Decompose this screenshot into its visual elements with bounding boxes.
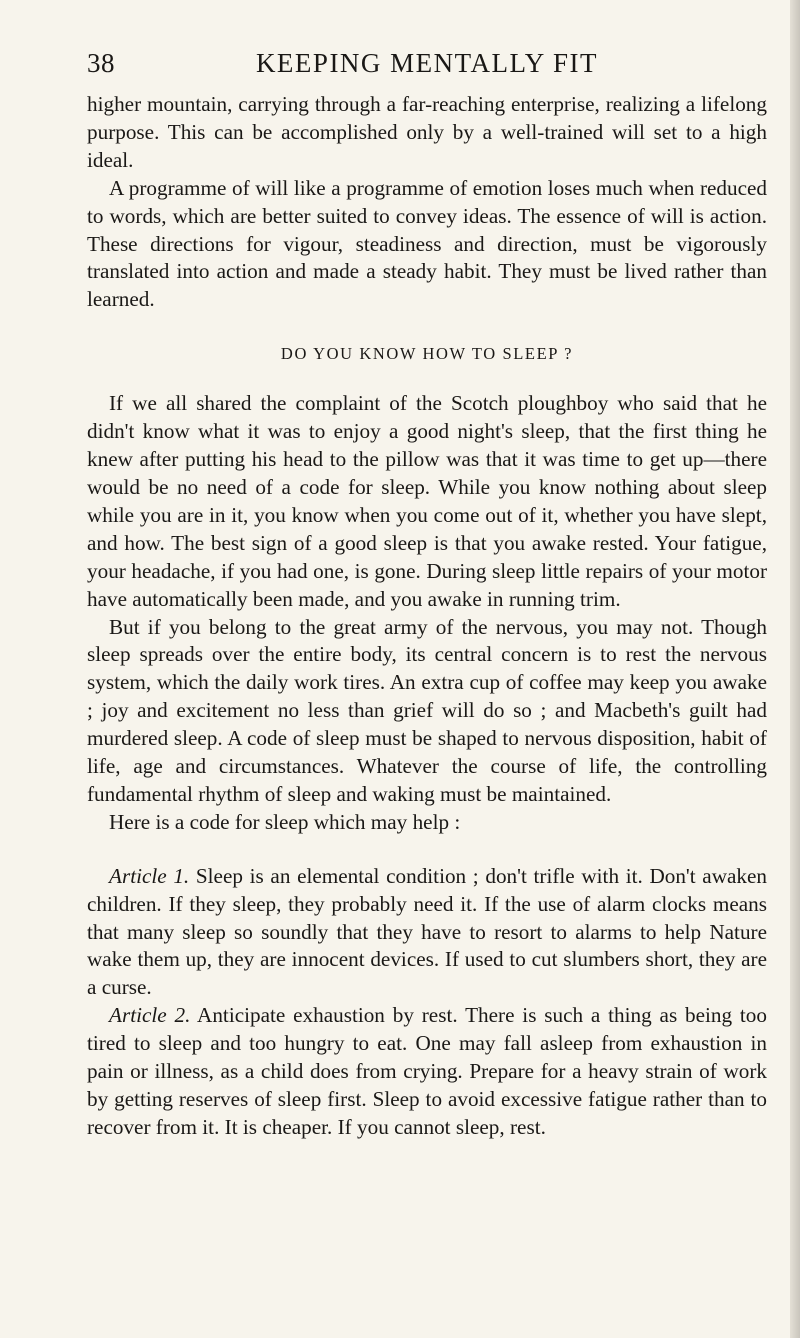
running-head: KEEPING MENTALLY FIT — [255, 48, 599, 78]
paragraph: A programme of will like a programme of emotion loses much when reduced to words, which are better suited to convey ideas. The essence of will is action. These directions for vigour, steadiness and direction, must be vigorously translated into action and made a steady habit. They must be lived rather than learned. — [87, 175, 767, 312]
page-number: 38 — [87, 48, 115, 78]
article-2-label: Article 2. — [109, 1003, 191, 1028]
paragraph: If we all shared the complaint of the Scotch ploughboy who said that he didn't know what it was to enjoy a good night's sleep, that the first thing he knew after putting his head to the pillow was that it was time to get up—there would be no need of a code for sleep. While you know nothing about sleep while you are in it, you know when you come out of it, whether you have slept, and how. The best sign of a good sleep is that you awake rested. Your fatigue, your headache, if you had one, is gone. During sleep little repairs of your motor have automatically been made, and you awake in running trim. — [87, 391, 767, 611]
page-header — [87, 48, 767, 88]
paragraph: higher mountain, carrying through a far-reaching enterprise, realizing a lifelong purpose. This can be accomplished only by a well-trained will set to a high ideal. — [87, 92, 767, 172]
section-heading: DO YOU KNOW HOW TO SLEEP ? — [280, 344, 574, 364]
paragraph: But if you belong to the great army of the nervous, you may not. Though sleep spreads over the entire body, its central concern is to rest the nervous system, which the daily work tires. An extra cup of coffee may keep you awake ; joy and excitement no less than grief will do so ; and Macbeth's guilt had murdered sleep. A code of sleep must be shaped to nervous disposition, habit of life, age and circumstances. Whatever the course of life, the controlling fundamental rhythm of sleep and waking must be maintained. — [87, 614, 767, 806]
article-1-label: Article 1. — [109, 863, 190, 888]
article-2-text: Anticipate exhaustion by rest. There is such a thing as being too tired to sleep and too hungry to eat. One may fall asleep from exhaustion in pain or illness, as a child does from crying. Prepare for a heavy strain of work by getting reserves of sleep first. Sleep to avoid excessive fatigue rather than to recover from it. It is cheaper. If you cannot sleep, rest. — [87, 1003, 767, 1139]
page-edge — [790, 0, 800, 1338]
article-2 — [87, 1002, 767, 1142]
book-page — [87, 48, 767, 1142]
article-1-text: Sleep is an elemental condition ; don't trifle with it. Don't awaken children. If they sleep, they probably need it. If the use of alarm clocks means that many sleep so soundly that they have to resort to alarms to help Nature wake them up, they are innocent devices. If used to cut slumbers short, they are a curse. — [87, 863, 767, 1000]
paragraph: Here is a code for sleep which may help : — [109, 809, 461, 834]
article-1 — [87, 863, 767, 1003]
